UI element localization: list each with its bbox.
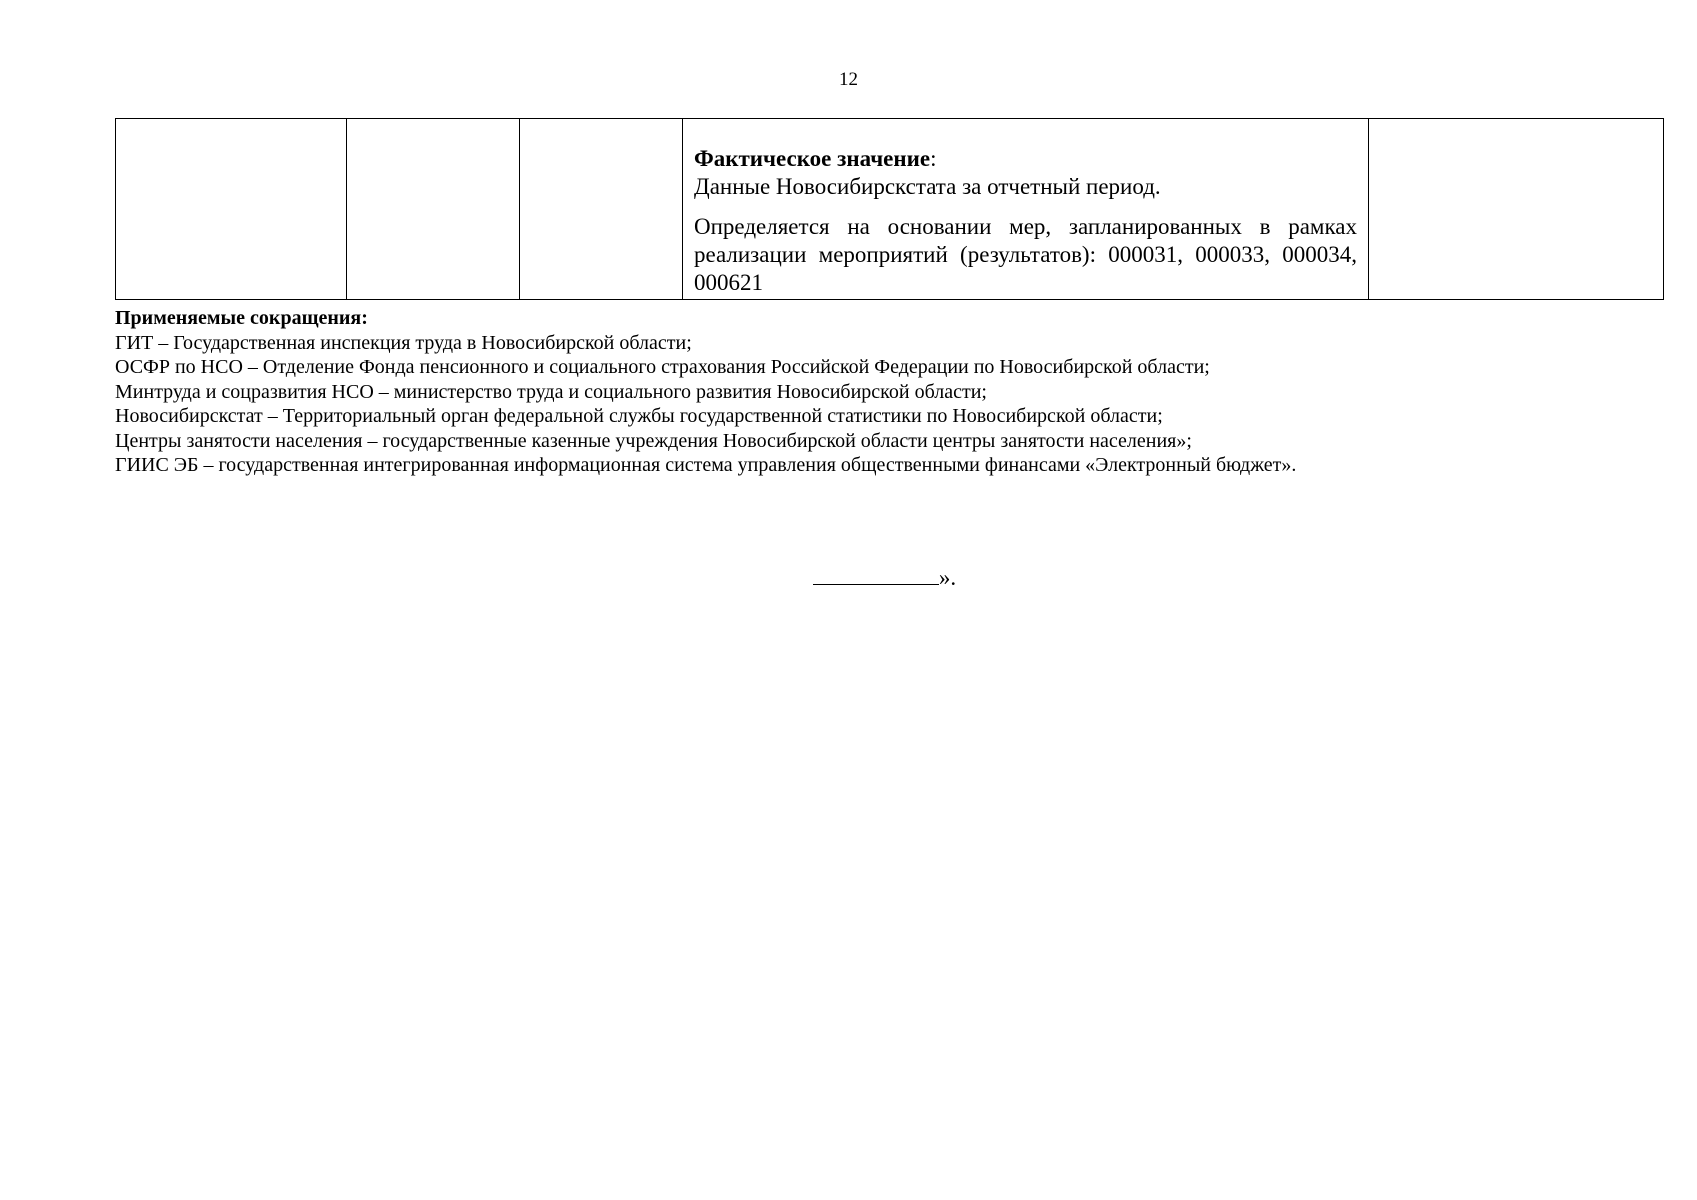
- abbreviation-item: ОСФР по НСО – Отделение Фонда пенсионного и социального страхования Российской Федерации по Новосибирской области;: [115, 356, 1210, 378]
- abbreviation-item: Центры занятости населения – государственные казенные учреждения Новосибирской области центры занятости населения»;: [115, 429, 1192, 452]
- abbreviations-title: Применяемые сокращения:: [115, 307, 368, 329]
- closing-quote: ».: [938, 565, 957, 590]
- abbreviation-item: Новосибирскстат – Территориальный орган федеральной службы государственной статистики по Новосибирской области;: [115, 405, 1163, 427]
- indicator-table: [115, 118, 1664, 300]
- cell-content: [683, 119, 1368, 297]
- table-cell-1: [116, 119, 347, 300]
- table-row: [116, 119, 1664, 300]
- abbreviation-item: ГИТ – Государственная инспекция труда в Новосибирской области;: [115, 331, 692, 354]
- table-cell-3: [520, 119, 683, 300]
- abbreviation-item: ГИИС ЭБ – государственная интегрированная информационная система управления общественными финансами «Электронный бюджет».: [115, 454, 1297, 476]
- page-number: 12: [839, 69, 858, 90]
- table-cell-4: [683, 119, 1369, 300]
- actual-value-heading-line: [694, 145, 1357, 173]
- actual-value-source: Данные Новосибирскстата за отчетный период.: [694, 174, 1161, 199]
- closing-mark: [0, 560, 1697, 591]
- abbreviation-item: Минтруда и соцразвития НСО – министерство труда и социального развития Новосибирской области;: [115, 380, 987, 403]
- table-cell-2: [347, 119, 520, 300]
- abbreviations-section: [115, 306, 1665, 478]
- actual-value-heading-colon: :: [930, 146, 937, 171]
- signature-blank-line: [813, 560, 939, 585]
- actual-value-method: Определяется на основании мер, запланированных в рамках реализации мероприятий (результатов): 000031, 000033, 000034, 000621: [694, 214, 1357, 295]
- table-cell-5: [1369, 119, 1664, 300]
- actual-value-heading: Фактическое значение: [694, 146, 931, 171]
